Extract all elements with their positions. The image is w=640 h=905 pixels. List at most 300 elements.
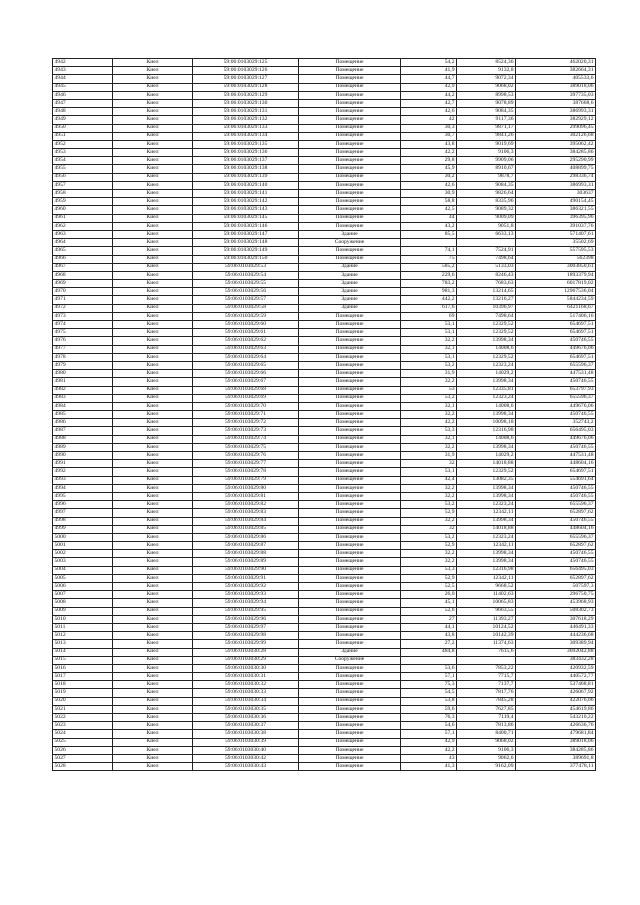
table-row <box>53 149 596 157</box>
district-cell: Киел <box>113 714 193 722</box>
cadastral-value-cell: 395062,42 <box>516 140 596 148</box>
table-row <box>53 59 596 67</box>
specific-value-cell: 7119,4 <box>457 714 516 722</box>
specific-value-cell: 12329,52 <box>457 353 516 361</box>
specific-value-cell: 12342,11 <box>457 574 516 582</box>
district-cell: Киел <box>113 566 193 574</box>
table-row <box>53 656 596 664</box>
object-type-cell: Помещение <box>299 738 401 746</box>
area-cell: 229,6 <box>401 271 457 279</box>
row-number-cell: 4945 <box>53 83 113 91</box>
row-number-cell: 4991 <box>53 460 113 468</box>
cadastral-value-cell: 389018,06 <box>516 83 596 91</box>
object-type-cell: Помещение <box>299 255 401 263</box>
object-type-cell: Помещение <box>299 378 401 386</box>
cadastral-value-cell: 352743,2 <box>516 419 596 427</box>
table-row <box>53 517 596 525</box>
cadastral-number-cell: 59:06:0103029:75 <box>193 443 299 451</box>
district-cell: Киел <box>113 222 193 230</box>
area-cell: 75 <box>401 255 457 263</box>
object-type-cell: Сооружение <box>299 656 401 664</box>
cadastral-value-cell: 447531,48 <box>516 370 596 378</box>
row-number-cell: 4977 <box>53 345 113 353</box>
object-type-cell: Помещение <box>299 501 401 509</box>
cadastral-value-cell: 303637 <box>516 190 596 198</box>
cadastral-value-cell: 652897,62 <box>516 509 596 517</box>
object-type-cell: Помещение <box>299 673 401 681</box>
cadastral-value-cell: 654697,51 <box>516 353 596 361</box>
object-type-cell: Помещение <box>299 345 401 353</box>
row-number-cell: 4993 <box>53 476 113 484</box>
district-cell: Киел <box>113 214 193 222</box>
area-cell: 585,2 <box>401 263 457 271</box>
district-cell: Киел <box>113 255 193 263</box>
specific-value-cell: 8335,96 <box>457 198 516 206</box>
table-row <box>53 533 596 541</box>
specific-value-cell: 9871,17 <box>457 124 516 132</box>
cadastral-value-cell: 450746,55 <box>516 550 596 558</box>
table-row <box>53 730 596 738</box>
row-number-cell: 4946 <box>53 91 113 99</box>
row-number-cell: 5023 <box>53 722 113 730</box>
cadastral-number-cell: 59:06:0103029:93 <box>193 591 299 599</box>
cadastral-value-cell: 656495,03 <box>516 427 596 435</box>
specific-value-cell: 14008,6 <box>457 345 516 353</box>
cadastral-value-cell: 656495,03 <box>516 566 596 574</box>
cadastral-value-cell: 12967536,04 <box>516 288 596 296</box>
area-cell <box>401 239 457 247</box>
cadastral-value-cell: 450746,55 <box>516 443 596 451</box>
area-cell: 42,2 <box>401 419 457 427</box>
row-number-cell: 5001 <box>53 542 113 550</box>
area-cell: 442,2 <box>401 296 457 304</box>
area-cell: 32,2 <box>401 443 457 451</box>
district-cell: Киел <box>113 67 193 75</box>
area-cell: 53,1 <box>401 329 457 337</box>
cadastral-value-cell: 453968,93 <box>516 599 596 607</box>
district-cell: Киел <box>113 165 193 173</box>
area-cell: 42,5 <box>401 206 457 214</box>
cadastral-value-cell: 6017819,02 <box>516 280 596 288</box>
cadastral-value-cell: 389018,06 <box>516 738 596 746</box>
row-number-cell: 5016 <box>53 664 113 672</box>
cadastral-value-cell: 507597,3 <box>516 583 596 591</box>
area-cell: 52,9 <box>401 542 457 550</box>
table-row <box>53 83 596 91</box>
cadastral-value-cell: 296750,75 <box>516 591 596 599</box>
specific-value-cell: 7498,64 <box>457 255 516 263</box>
object-type-cell: Помещение <box>299 361 401 369</box>
area-cell: 32,2 <box>401 378 457 386</box>
district-cell: Киел <box>113 492 193 500</box>
specific-value-cell: 9068,02 <box>457 83 516 91</box>
row-number-cell: 4961 <box>53 214 113 222</box>
row-number-cell: 4981 <box>53 378 113 386</box>
area-cell: 783,2 <box>401 280 457 288</box>
table-row <box>53 583 596 591</box>
cadastral-number-cell: 59:06:0103029:150 <box>193 255 299 263</box>
area-cell: 52,5 <box>401 583 457 591</box>
row-number-cell: 5027 <box>53 754 113 762</box>
table-row <box>53 714 596 722</box>
cadastral-number-cell: 59:06:0103029:68 <box>193 386 299 394</box>
object-type-cell: Помещение <box>299 754 401 762</box>
district-cell: Киел <box>113 83 193 91</box>
specific-value-cell: 6633,13 <box>457 230 516 238</box>
table-row <box>53 165 596 173</box>
cadastral-number-cell: 59:06:0103030:35 <box>193 705 299 713</box>
district-cell: Киел <box>113 615 193 623</box>
object-type-cell: Помещение <box>299 615 401 623</box>
row-number-cell: 5026 <box>53 746 113 754</box>
area-cell: 32,1 <box>401 402 457 410</box>
specific-value-cell: 7853,22 <box>457 664 516 672</box>
table-row <box>53 681 596 689</box>
cadastral-number-cell: 59:06:0103029:97 <box>193 623 299 631</box>
cadastral-value-cell: 408899,75 <box>516 165 596 173</box>
object-type-cell: Помещение <box>299 452 401 460</box>
district-cell: Киел <box>113 738 193 746</box>
cadastral-value-cell: 654697,51 <box>516 321 596 329</box>
object-type-cell: Помещение <box>299 484 401 492</box>
row-number-cell: 4964 <box>53 239 113 247</box>
district-cell: Киел <box>113 746 193 754</box>
district-cell: Киел <box>113 181 193 189</box>
cadastral-value-cell: 295290,99 <box>516 157 596 165</box>
cadastral-number-cell: 59:06:0103029:139 <box>193 173 299 181</box>
district-cell: Киел <box>113 271 193 279</box>
area-cell: 44,2 <box>401 91 457 99</box>
object-type-cell: Помещение <box>299 558 401 566</box>
cadastral-number-cell: 59:06:0103029:137 <box>193 157 299 165</box>
object-type-cell: Помещение <box>299 198 401 206</box>
table-row <box>53 443 596 451</box>
cadastral-value-cell: 307618,29 <box>516 615 596 623</box>
object-type-cell: Помещение <box>299 321 401 329</box>
object-type-cell: Помещение <box>299 705 401 713</box>
cadastral-value-cell: 447531,48 <box>516 452 596 460</box>
table-row <box>53 288 596 296</box>
area-cell: 31,9 <box>401 452 457 460</box>
object-type-cell: Здание <box>299 296 401 304</box>
row-number-cell: 4998 <box>53 517 113 525</box>
cadastral-number-cell: 59:06:0103029:71 <box>193 411 299 419</box>
cadastral-number-cell: 59:06:0103030:40 <box>193 746 299 754</box>
cadastral-number-cell: 59:06:0103029:72 <box>193 419 299 427</box>
table-row <box>53 370 596 378</box>
specific-value-cell: 13998,34 <box>457 337 516 345</box>
object-type-cell: Помещение <box>299 763 401 771</box>
specific-value-cell: 8400,71 <box>457 730 516 738</box>
row-number-cell: 4983 <box>53 394 113 402</box>
area-cell: 41,9 <box>401 67 457 75</box>
table-row <box>53 181 596 189</box>
table-row <box>53 509 596 517</box>
table-row <box>53 394 596 402</box>
area-cell: 42 <box>401 116 457 124</box>
row-number-cell: 4970 <box>53 288 113 296</box>
object-type-cell: Помещение <box>299 460 401 468</box>
specific-value-cell: 11402,63 <box>457 591 516 599</box>
cadastral-number-cell: 59:06:0103029:145 <box>193 214 299 222</box>
table-row <box>53 705 596 713</box>
cadastral-value-cell: 450746,55 <box>516 517 596 525</box>
table-row <box>53 222 596 230</box>
cadastral-number-cell: 59:06:0103030:34 <box>193 697 299 705</box>
object-type-cell: Помещение <box>299 370 401 378</box>
table-row <box>53 271 596 279</box>
row-number-cell: 4943 <box>53 67 113 75</box>
area-cell: 27,2 <box>401 640 457 648</box>
specific-value-cell: 14018,88 <box>457 460 516 468</box>
district-cell: Киел <box>113 664 193 672</box>
table-row <box>53 263 596 271</box>
object-type-cell: Помещение <box>299 59 401 67</box>
object-type-cell: Здание <box>299 648 401 656</box>
cadastral-number-cell: 59:06:0103029:76 <box>193 452 299 460</box>
row-number-cell: 5024 <box>53 730 113 738</box>
specific-value-cell: 7813,86 <box>457 722 516 730</box>
cadastral-value-cell: 654697,51 <box>516 468 596 476</box>
district-cell: Киел <box>113 75 193 83</box>
specific-value-cell: 9062,6 <box>457 754 516 762</box>
cadastral-value-cell: 448604,16 <box>516 460 596 468</box>
cadastral-value-cell: 6421168,67 <box>516 304 596 312</box>
district-cell: Киел <box>113 108 193 116</box>
specific-value-cell: 12335,81 <box>457 386 516 394</box>
specific-value-cell: 13998,34 <box>457 492 516 500</box>
cadastral-number-cell: 59:06:0103029:64 <box>193 353 299 361</box>
cadastral-number-cell: 59:06:0103030:33 <box>193 689 299 697</box>
cadastral-number-cell: 59:06:0103029:125 <box>193 59 299 67</box>
object-type-cell: Помещение <box>299 173 401 181</box>
specific-value-cell: 14018,88 <box>457 525 516 533</box>
specific-value-cell: 7137,7 <box>457 681 516 689</box>
cadastral-value-cell: 517406,16 <box>516 312 596 320</box>
table-row <box>53 746 596 754</box>
area-cell: 58,8 <box>401 198 457 206</box>
specific-value-cell: 9072,34 <box>457 75 516 83</box>
district-cell: Киел <box>113 484 193 492</box>
object-type-cell: Здание <box>299 263 401 271</box>
cadastral-number-cell: 59:06:0103029:78 <box>193 468 299 476</box>
table-row <box>53 214 596 222</box>
cadastral-number-cell: 59:06:0103029:70 <box>193 402 299 410</box>
row-number-cell: 4953 <box>53 149 113 157</box>
specific-value-cell: 10124,52 <box>457 623 516 631</box>
cadastral-number-cell: 59:06:0103029:77 <box>193 460 299 468</box>
area-cell: 75,3 <box>401 681 457 689</box>
area-cell: 32 <box>401 525 457 533</box>
cadastral-value-cell: 449676,06 <box>516 345 596 353</box>
object-type-cell: Здание <box>299 304 401 312</box>
district-cell: Киел <box>113 468 193 476</box>
specific-value-cell: 11393,27 <box>457 615 516 623</box>
table-row <box>53 411 596 419</box>
row-number-cell: 5020 <box>53 697 113 705</box>
row-number-cell: 4990 <box>53 452 113 460</box>
cadastral-number-cell: 59:06:0103029:53 <box>193 263 299 271</box>
specific-value-cell: 7817,76 <box>457 689 516 697</box>
cadastral-number-cell: 59:06:0103029:92 <box>193 583 299 591</box>
object-type-cell: Помещение <box>299 83 401 91</box>
object-type-cell: Помещение <box>299 402 401 410</box>
cadastral-number-cell: 59:06:0103029:128 <box>193 83 299 91</box>
district-cell: Киел <box>113 599 193 607</box>
area-cell: 26,0 <box>401 591 457 599</box>
object-type-cell: Помещение <box>299 247 401 255</box>
area-cell: 31,9 <box>401 370 457 378</box>
area-cell: 54,2 <box>401 59 457 67</box>
object-type-cell: Помещение <box>299 140 401 148</box>
object-type-cell: Помещение <box>299 419 401 427</box>
object-type-cell: Помещение <box>299 722 401 730</box>
object-type-cell: Помещение <box>299 583 401 591</box>
object-type-cell: Помещение <box>299 149 401 157</box>
specific-value-cell: 13214,65 <box>457 288 516 296</box>
object-type-cell: Помещение <box>299 468 401 476</box>
cadastral-number-cell: 59:06:0103029:83 <box>193 509 299 517</box>
cadastral-number-cell: 59:06:0103029:146 <box>193 222 299 230</box>
cadastral-value-cell: 490154,45 <box>516 198 596 206</box>
object-type-cell: Помещение <box>299 574 401 582</box>
table-row <box>53 157 596 165</box>
specific-value-cell: 13998,34 <box>457 484 516 492</box>
table-row <box>53 206 596 214</box>
table-row <box>53 304 596 312</box>
area-cell: 27 <box>401 615 457 623</box>
cadastral-number-cell: 59:06:0103029:81 <box>193 492 299 500</box>
object-type-cell: Помещение <box>299 435 401 443</box>
specific-value-cell: 14008,6 <box>457 402 516 410</box>
area-cell: 53,3 <box>401 566 457 574</box>
row-number-cell: 5015 <box>53 656 113 664</box>
row-number-cell: 4949 <box>53 116 113 124</box>
cadastral-number-cell: 59:06:0103029:94 <box>193 599 299 607</box>
district-cell: Киел <box>113 296 193 304</box>
row-number-cell: 4968 <box>53 271 113 279</box>
area-cell: 981,3 <box>401 288 457 296</box>
object-type-cell: Помещение <box>299 108 401 116</box>
row-number-cell: 5006 <box>53 583 113 591</box>
cadastral-number-cell: 59:06:0103030:29 <box>193 656 299 664</box>
row-number-cell: 5014 <box>53 648 113 656</box>
specific-value-cell: 9051,8 <box>457 222 516 230</box>
table-row <box>53 280 596 288</box>
cadastral-value-cell: 1893379,94 <box>516 271 596 279</box>
area-cell: 43,8 <box>401 632 457 640</box>
area-cell: 42,4 <box>401 476 457 484</box>
row-number-cell: 4944 <box>53 75 113 83</box>
object-type-cell: Помещение <box>299 214 401 222</box>
cadastral-number-cell: 59:06:0103030:43 <box>193 763 299 771</box>
area-cell: 32,2 <box>401 492 457 500</box>
specific-value-cell: 9668,52 <box>457 583 516 591</box>
object-type-cell: Помещение <box>299 190 401 198</box>
object-type-cell: Помещение <box>299 476 401 484</box>
cadastral-value-cell: 302126,68 <box>516 132 596 140</box>
area-cell: 54,6 <box>401 722 457 730</box>
object-type-cell: Помещение <box>299 222 401 230</box>
cadastral-number-cell: 59:06:0103029:87 <box>193 542 299 550</box>
area-cell: 57,1 <box>401 730 457 738</box>
object-type-cell: Помещение <box>299 689 401 697</box>
area-cell: 53,1 <box>401 468 457 476</box>
row-number-cell: 5022 <box>53 714 113 722</box>
district-cell: Киел <box>113 705 193 713</box>
district-cell: Киел <box>113 157 193 165</box>
cadastral-value-cell: 391037,76 <box>516 222 596 230</box>
object-type-cell: Здание <box>299 230 401 238</box>
row-number-cell: 4956 <box>53 173 113 181</box>
district-cell: Киел <box>113 378 193 386</box>
table-row <box>53 140 596 148</box>
object-type-cell: Помещение <box>299 517 401 525</box>
specific-value-cell: 12323,24 <box>457 361 516 369</box>
district-cell: Киел <box>113 501 193 509</box>
district-cell: Киел <box>113 361 193 369</box>
cadastral-value-cell: 652897,62 <box>516 574 596 582</box>
cadastral-value-cell: 450746,55 <box>516 411 596 419</box>
table-row <box>53 607 596 615</box>
cadastral-value-table <box>52 58 596 771</box>
district-cell: Киел <box>113 345 193 353</box>
district-cell: Киел <box>113 648 193 656</box>
area-cell: 42,9 <box>401 738 457 746</box>
district-cell: Киел <box>113 198 193 206</box>
cadastral-value-cell: 384285,86 <box>516 149 596 157</box>
object-type-cell: Помещение <box>299 411 401 419</box>
district-cell: Киел <box>113 386 193 394</box>
cadastral-value-cell: 448604,16 <box>516 525 596 533</box>
table-row <box>53 492 596 500</box>
specific-value-cell: 9084,35 <box>457 181 516 189</box>
district-cell: Киел <box>113 656 193 664</box>
table-row <box>53 722 596 730</box>
cadastral-number-cell: 59:06:0103029:74 <box>193 435 299 443</box>
district-cell: Киел <box>113 337 193 345</box>
district-cell: Киел <box>113 754 193 762</box>
district-cell: Киел <box>113 427 193 435</box>
district-cell: Киел <box>113 288 193 296</box>
table-row <box>53 763 596 771</box>
table-row <box>53 591 596 599</box>
cadastral-number-cell: 59:06:0103029:69 <box>193 394 299 402</box>
cadastral-value-cell: 396395,96 <box>516 214 596 222</box>
cadastral-number-cell: 59:06:0103029:134 <box>193 132 299 140</box>
object-type-cell: Помещение <box>299 746 401 754</box>
object-type-cell: Помещение <box>299 664 401 672</box>
district-cell: Киел <box>113 321 193 329</box>
object-type-cell: Помещение <box>299 394 401 402</box>
district-cell: Киел <box>113 730 193 738</box>
specific-value-cell: 14029,2 <box>457 452 516 460</box>
specific-value-cell: 9909,06 <box>457 157 516 165</box>
cadastral-value-cell: 3003850,61 <box>516 263 596 271</box>
area-cell: 44,1 <box>401 623 457 631</box>
area-cell: 74,1 <box>401 247 457 255</box>
specific-value-cell: 11374,63 <box>457 640 516 648</box>
table-row <box>53 648 596 656</box>
row-number-cell: 5025 <box>53 738 113 746</box>
row-number-cell: 4986 <box>53 419 113 427</box>
row-number-cell: 4995 <box>53 492 113 500</box>
cadastral-value-cell: 462020,31 <box>516 59 596 67</box>
cadastral-number-cell: 59:06:0103029:140 <box>193 181 299 189</box>
specific-value-cell: 14008,6 <box>457 435 516 443</box>
row-number-cell: 4976 <box>53 337 113 345</box>
area-cell: 32,1 <box>401 345 457 353</box>
